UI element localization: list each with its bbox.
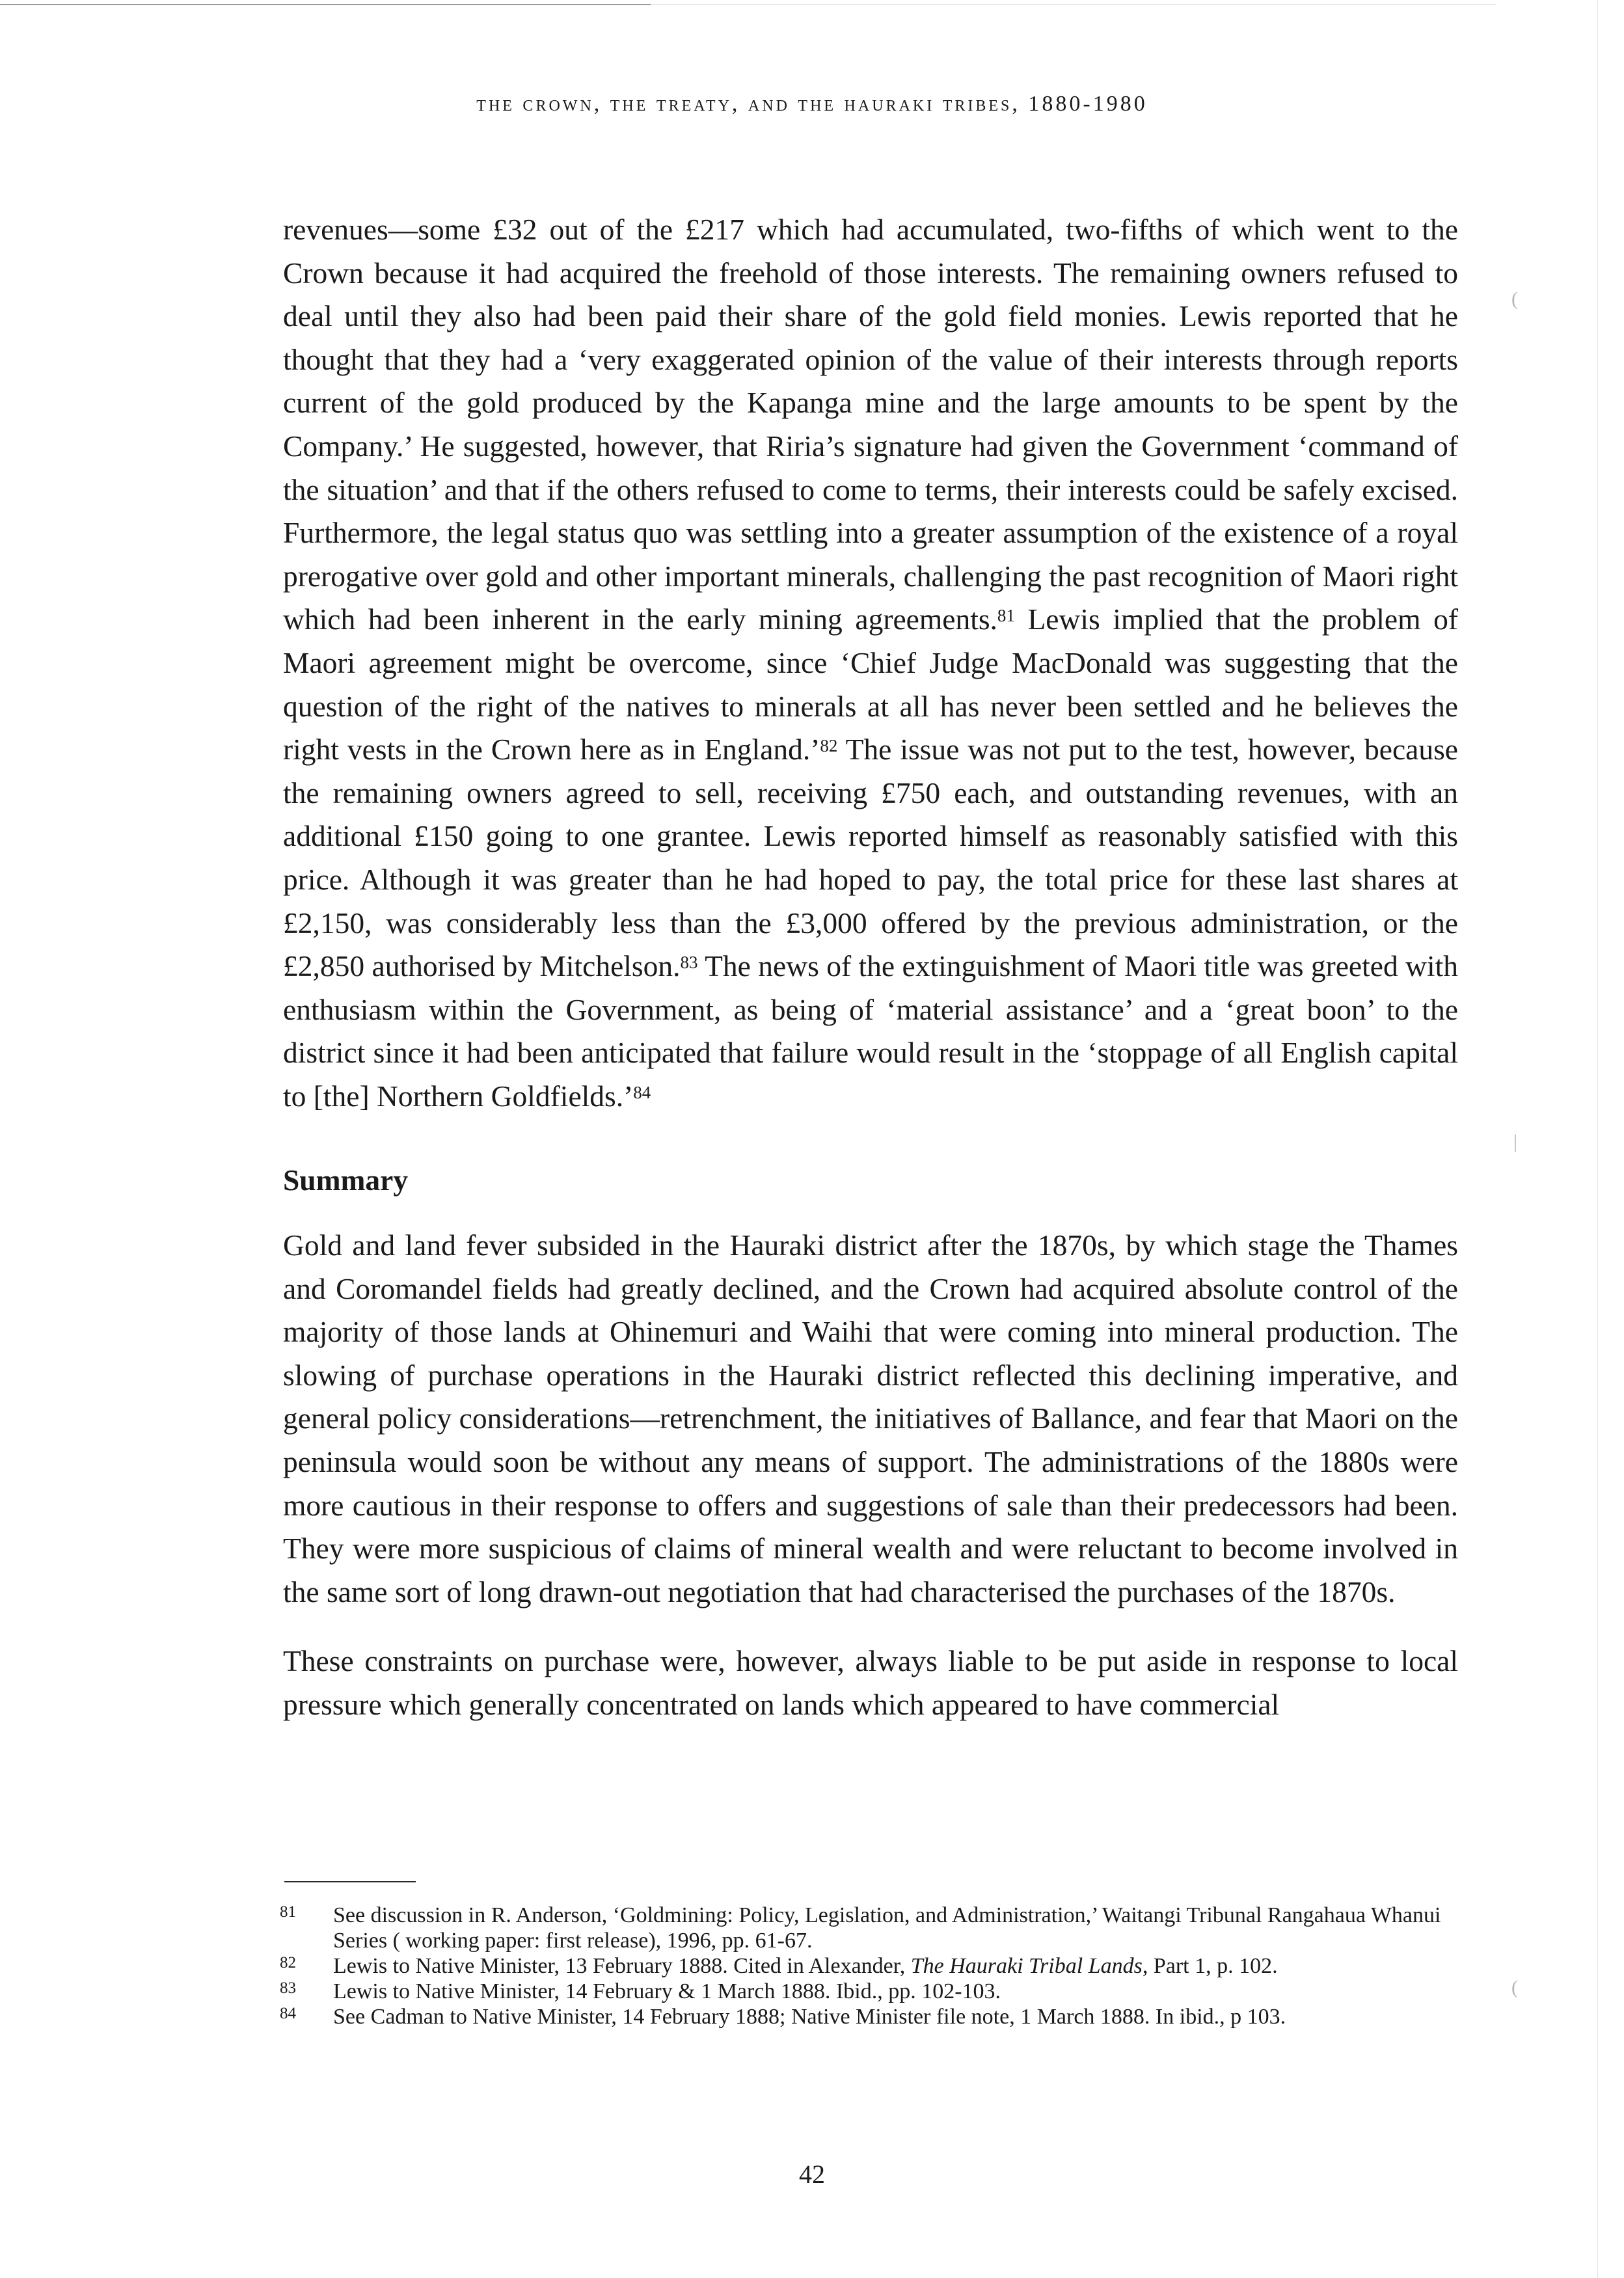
footnote-number: 82: [280, 1954, 296, 1972]
scan-edge-right: [1597, 0, 1598, 2278]
footnote-number: 81: [280, 1903, 296, 1921]
footnote-ref[interactable]: 83: [680, 952, 698, 972]
footnote-text-part: Lewis to Native Minister, 13 February 1888. Cited in Alexander,: [333, 1954, 911, 1978]
running-head: the crown, the treaty, and the hauraki tribes, 1880-1980: [476, 92, 1148, 116]
footnote-text: Lewis to Native Minister, 14 February & 1 March 1888. Ibid., pp. 102-103.: [333, 1979, 1001, 2003]
footnote-text: See Cadman to Native Minister, 14 February 1888; Native Minister file note, 1 March 1888. In ibid., p 103.: [333, 2005, 1286, 2029]
footnote: [280, 1903, 1464, 1953]
paragraph-text: Lewis implied that the problem of Maori agreement might be overcome, since ‘Chief Judge MacDonald was suggesting that the question of the right of the natives to minerals at all has never been settled and he believes the right vests in the Crown here as in England.’: [283, 603, 1458, 766]
paragraph-text: The issue was not put to the test, however, because the remaining owners agreed to sell, receiving £750 each, and outstanding revenues, with an additional £150 going to one grantee. Lewis reported himself as reasonably satisfied with this price. Although it was greater than he had hoped to pay, the total price for these last shares at £2,150, was considerably less than the £3,000 offered by the previous administration, or the £2,850 authorised by Mitchelson.: [283, 733, 1458, 983]
page-number: 42: [799, 2160, 825, 2189]
footnote: [280, 1979, 1464, 2004]
paragraph: [283, 208, 1458, 1118]
footnote-rule: [284, 1881, 416, 1882]
section-heading: Summary: [283, 1163, 409, 1197]
footnote-title: The Hauraki Tribal Lands: [910, 1954, 1143, 1978]
footnote-text: See discussion in R. Anderson, ‘Goldmining: Policy, Legislation, and Administration,’ Waitangi Tribunal Rangahaua Whanui Series ( working paper: first release), 1996, pp. 61-67.: [333, 1903, 1441, 1953]
scan-mark: (: [1511, 288, 1518, 310]
main-text: [283, 208, 1458, 1727]
paragraph-text: revenues—some £32 out of the £217 which had accumulated, two-fifths of which went to the Crown because it had acquired the freehold of those interests. The remaining owners refused to deal until they also had been paid their share of the gold field monies. Lewis reported that he thought that they had a ‘very exaggerated opinion of the value of their interests through reports current of the gold produced by the Kapanga mine and the large amounts to be spent by the Company.’ He suggested, however, that Riria’s signature had given the Government ‘command of the situation’ and that if the others refused to come to terms, their interests could be safely excised. Furthermore, the legal status quo was settling into a greater assumption of the existence of a royal prerogative over gold and other important minerals, challenging the past recognition of Maori right which had been inherent in the early mining agreements.: [283, 213, 1458, 636]
footnote-ref[interactable]: 84: [633, 1082, 651, 1102]
footnote-ref[interactable]: 82: [820, 735, 838, 755]
scan-mark: (: [1511, 1977, 1518, 1998]
scan-mark: |: [1513, 1131, 1518, 1152]
footnote-number: 84: [280, 2005, 296, 2022]
paragraph: Gold and land fever subsided in the Hauraki district after the 1870s, by which stage the Thames and Coromandel fields had greatly declined, and the Crown had acquired absolute control of the majority of those lands at Ohinemuri and Waihi that were coming into mineral production. The slowing of purchase operations in the Hauraki district reflected this declining imperative, and general policy considerations—retrenchment, the initiatives of Ballance, and fear that Maori on the peninsula would soon be without any means of support. The administrations of the 1880s were more cautious in their response to offers and suggestions of sale than their predecessors had been. They were more suspicious of claims of mineral wealth and were reluctant to become involved in the same sort of long drawn-out negotiation that had characterised the purchases of the 1870s.: [283, 1228, 1458, 1608]
footnotes: [280, 1903, 1464, 2029]
footnote: [280, 1953, 1464, 1979]
footnote: [280, 2004, 1464, 2029]
scan-edge-top-faint: [651, 4, 1496, 5]
footnote-text: [333, 1953, 1464, 1979]
paragraph: These constraints on purchase were, however, always liable to be put aside in response to local pressure which generally concentrated on lands which appeared to have commercial: [283, 1644, 1458, 1721]
scan-edge-top: [0, 4, 651, 5]
footnote-ref[interactable]: 81: [997, 606, 1015, 626]
paragraph-text: The news of the extinguishment of Maori title was greeted with enthusiasm within the Government, as being of ‘material assistance’ and a ‘great boon’ to the district since it had been anticipated that failure would result in the ‘stoppage of all English capital to [the] Northern Goldfields.’: [283, 949, 1459, 1113]
footnote-text-part: , Part 1, p. 102.: [1142, 1954, 1278, 1978]
footnote-number: 83: [280, 1979, 296, 1997]
